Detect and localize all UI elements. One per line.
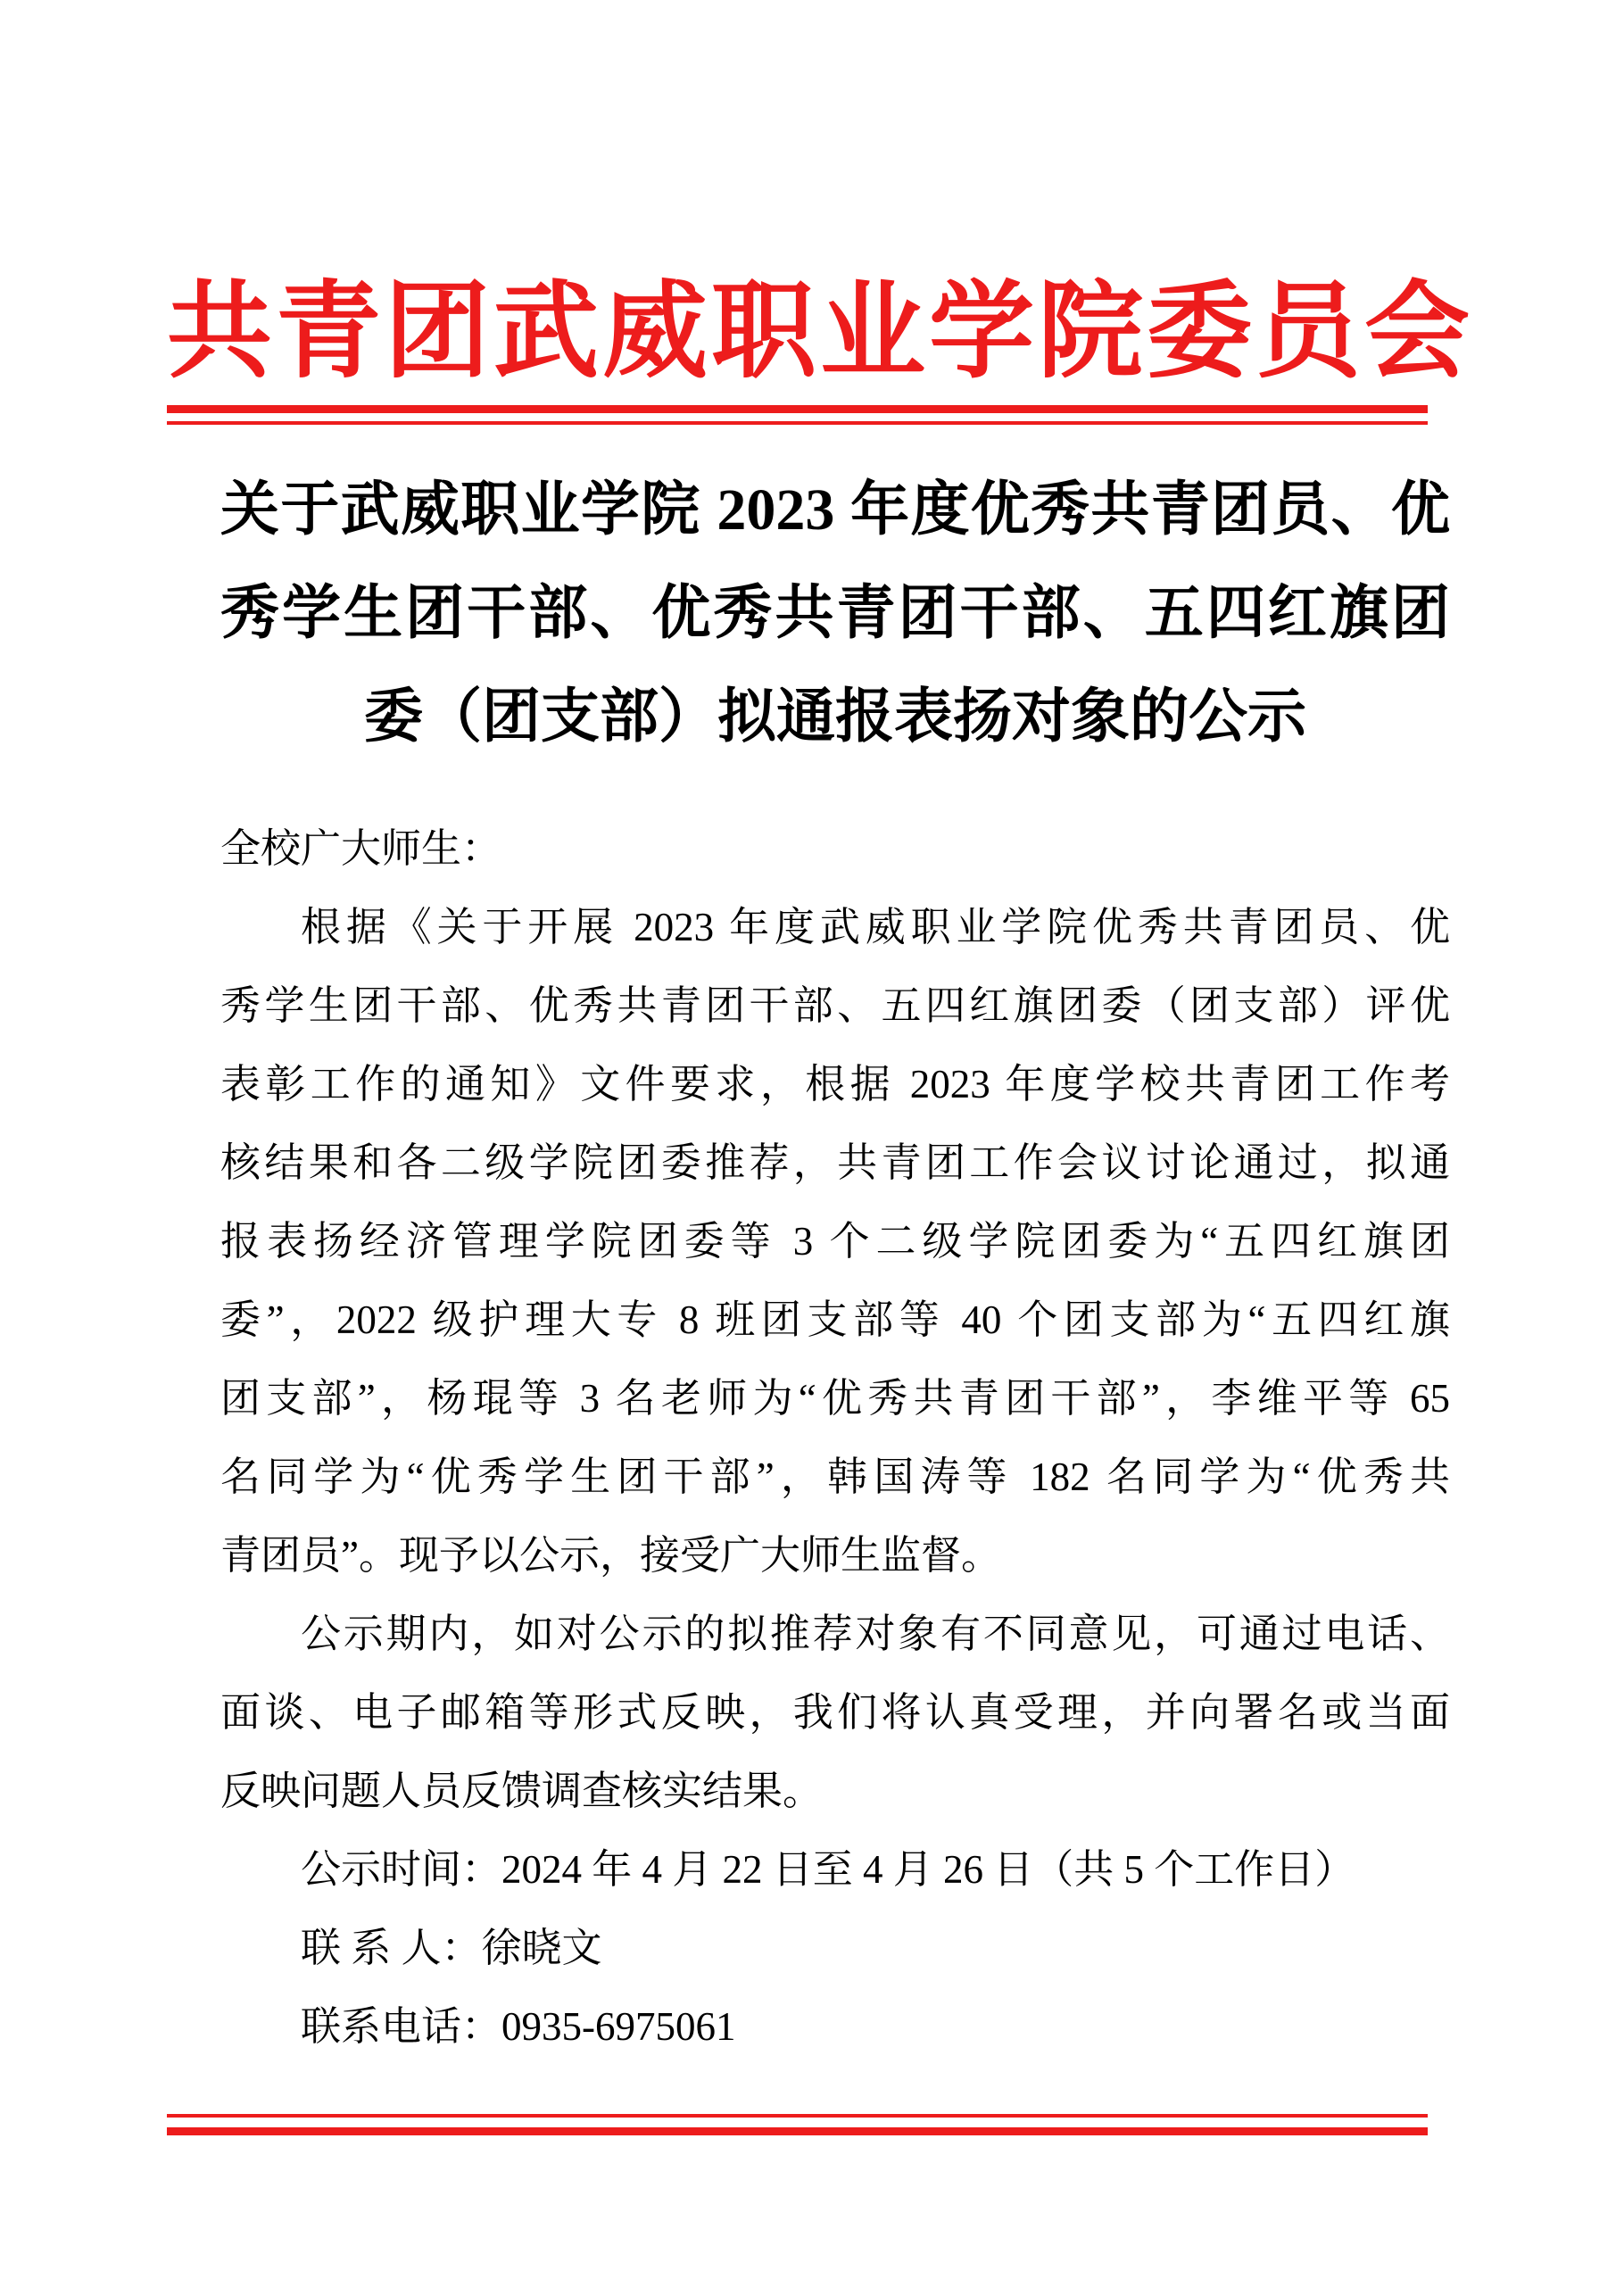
- body-line: 联 系 人：徐晓文: [301, 1926, 602, 1970]
- footer-rule-thick: [167, 2127, 1428, 2135]
- document-title-line: 秀学生团干部、优秀共青团干部、五四红旗团: [220, 581, 1450, 646]
- body-line: 委”，2022 级护理大专 8 班团支部等 40 个团支部为“五四红旗: [220, 1297, 1450, 1342]
- body-line: 联系电话：0935-6975061: [301, 2004, 736, 2049]
- body-line: 团支部”，杨琨等 3 名老师为“优秀共青团干部”，李维平等 65: [220, 1376, 1450, 1421]
- document-title: [220, 459, 1450, 769]
- body-line: 公示时间：2024 年 4 月 22 日至 4 月 26 日（共 5 个工作日）: [301, 1847, 1355, 1892]
- body-line: 表彰工作的通知》文件要求，根据 2023 年度学校共青团工作考: [220, 1062, 1450, 1107]
- body-line: 核结果和各二级学院团委推荐，共青团工作会议讨论通过，拟通: [220, 1140, 1450, 1185]
- body-line: 报表扬经济管理学院团委等 3 个二级学院团委为“五四红旗团: [220, 1219, 1450, 1264]
- body-line: 根据《关于开展 2023 年度武威职业学院优秀共青团员、优: [301, 905, 1450, 949]
- body-line: 名同学为“优秀学生团干部”，韩国涛等 182 名同学为“优秀共: [220, 1455, 1450, 1499]
- body-line: 面谈、电子邮箱等形式反映，我们将认真受理，并向署名或当面: [220, 1690, 1450, 1735]
- document-title-line: 委（团支部）拟通报表扬对象的公示: [364, 684, 1306, 750]
- letterhead-org-name: 共青团武威职业学院委员会: [167, 274, 1474, 391]
- body-line: 公示期内，如对公示的拟推荐对象有不同意见，可通过电话、: [301, 1612, 1450, 1656]
- body-line: 秀学生团干部、优秀共青团干部、五四红旗团委（团支部）评优: [220, 983, 1450, 1028]
- footer-rule-thin: [167, 2114, 1428, 2118]
- letterhead-rule-thick: [167, 405, 1428, 413]
- body-line: 全校广大师生：: [220, 826, 502, 871]
- letterhead-rule-thin: [167, 421, 1428, 425]
- document-title-line: 关于武威职业学院 2023 年度优秀共青团员、优: [220, 477, 1450, 543]
- body-line: 青团员”。现予以公示，接受广大师生监督。: [220, 1533, 1001, 1578]
- body-line: 反映问题人员反馈调查核实结果。: [220, 1769, 824, 1813]
- document-body: [220, 809, 1450, 2066]
